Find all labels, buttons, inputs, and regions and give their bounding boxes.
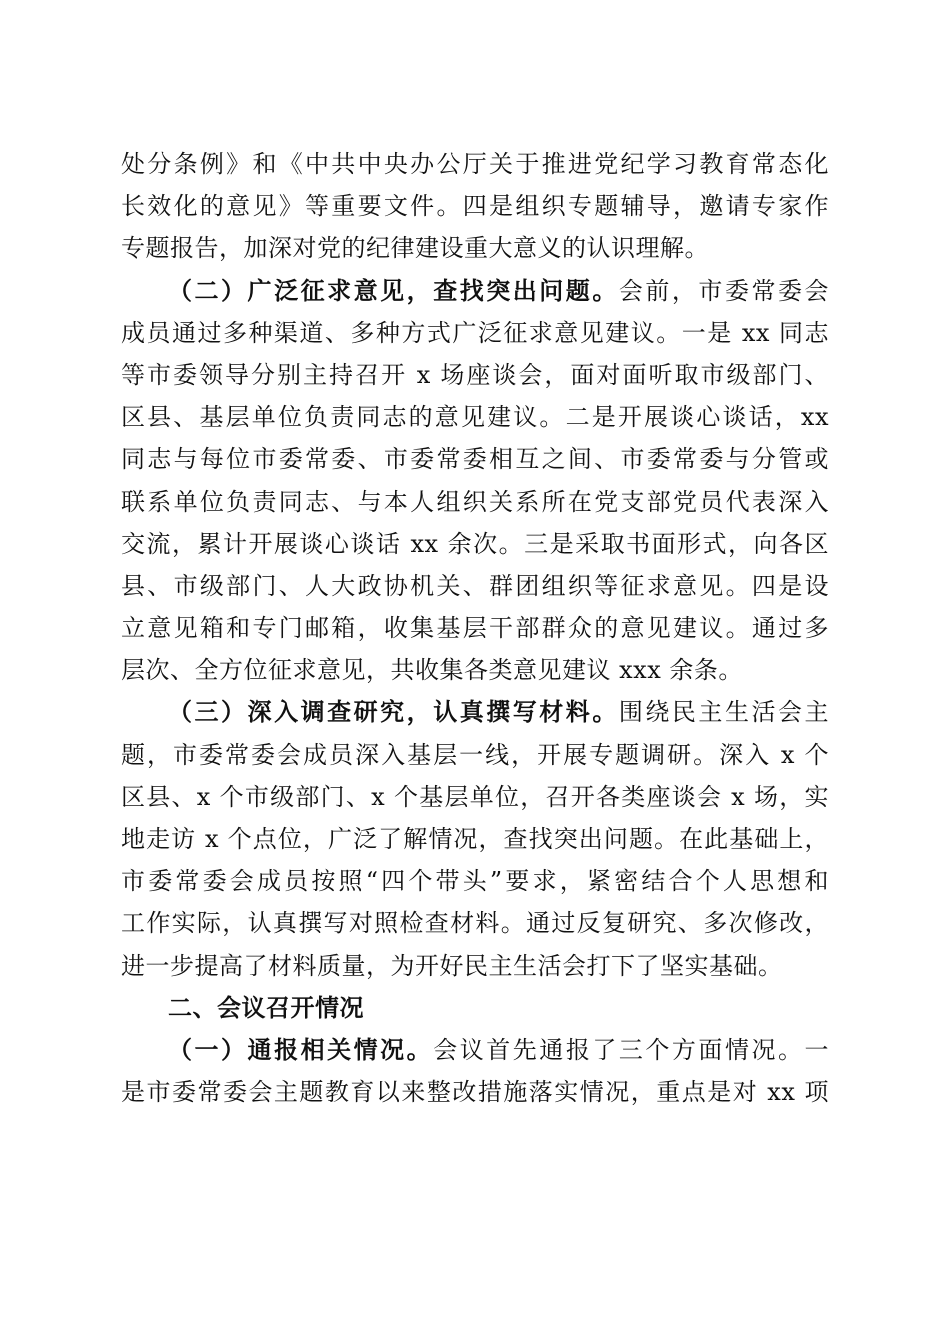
paragraph-line xyxy=(121,691,829,733)
section-lead: （一）通报相关情况。 xyxy=(168,1034,434,1064)
paragraph-line: 交流，累计开展谈心谈话 xx 余次。三是采取书面形式，向各区 xyxy=(121,529,829,558)
paragraph-line: 专题报告，加深对党的纪律建设重大意义的认识理解。 xyxy=(121,234,709,263)
paragraph-line: 县、市级部门、人大政协机关、群团组织等征求意见。四是设 xyxy=(121,571,829,600)
paragraph-line: 处分条例》和《中共中央办公厅关于推进党纪学习教育常态化 xyxy=(121,150,829,178)
paragraph-line: 层次、全方位征求意见，共收集各类意见建议 xxx 余条。 xyxy=(121,656,743,685)
paragraph-line: 区县、x 个市级部门、x 个基层单位，召开各类座谈会 x 场，实 xyxy=(121,782,829,811)
paragraph-line: 题，市委常委会成员深入基层一线，开展专题调研。深入 x 个 xyxy=(121,740,829,769)
paragraph-line: 区县、基层单位负责同志的意见建议。二是开展谈心谈话，xx xyxy=(121,403,829,432)
document-body xyxy=(121,143,829,1113)
paragraph-line xyxy=(121,270,829,312)
paragraph-text: 围绕民主生活会主 xyxy=(618,698,830,727)
section-lead: （二）广泛征求意见，查找突出问题。 xyxy=(168,275,619,305)
paragraph-line: 联系单位负责同志、与本人组织关系所在党支部党员代表深入 xyxy=(121,487,829,516)
paragraph-line: 进一步提高了材料质量，为开好民主生活会打下了坚实基础。 xyxy=(121,951,783,980)
paragraph-line: 是市委常委会主题教育以来整改措施落实情况，重点是对 xx 项 xyxy=(121,1078,829,1107)
paragraph-line: 立意见箱和专门邮箱，收集基层干部群众的意见建议。通过多 xyxy=(121,614,829,643)
paragraph-line: 地走访 x 个点位，广泛了解情况，查找突出问题。在此基础上， xyxy=(121,825,829,853)
section-lead: （三）深入调查研究，认真撰写材料。 xyxy=(168,697,619,727)
paragraph-line: 成员通过多种渠道、多种方式广泛征求意见建议。一是 xx 同志 xyxy=(121,318,829,347)
paragraph-line: 工作实际，认真撰写对照检查材料。通过反复研究、多次修改， xyxy=(121,909,829,938)
section-heading: 二、会议召开情况 xyxy=(168,993,364,1022)
paragraph-line xyxy=(121,1029,829,1071)
paragraph-text: 会前，市委常委会 xyxy=(618,276,830,305)
paragraph-line: 同志与每位市委常委、市委常委相互之间、市委常委与分管或 xyxy=(121,445,829,474)
paragraph-line: 长效化的意见》等重要文件。四是组织专题辅导，邀请专家作 xyxy=(121,192,829,221)
paragraph-text: 会议首先通报了三个方面情况。一 xyxy=(433,1035,830,1064)
paragraph-line: 市委常委会成员按照“四个带头”要求，紧密结合个人思想和 xyxy=(121,867,829,896)
paragraph-line: 等市委领导分别主持召开 x 场座谈会，面对面听取市级部门、 xyxy=(121,360,829,389)
